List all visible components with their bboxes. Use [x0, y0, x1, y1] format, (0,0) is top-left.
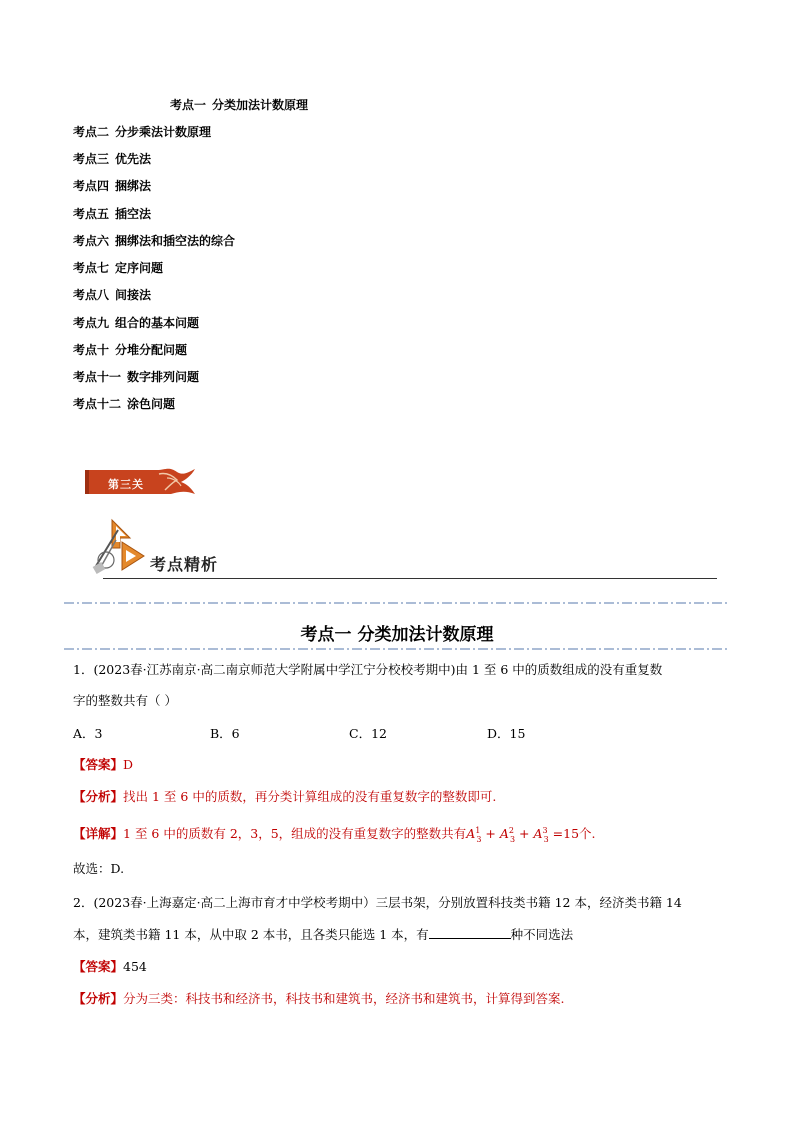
- formula: $A^1_3 + A^2_3 + A^3_3 =15$个.: [466, 826, 596, 844]
- q1-detail: [73, 822, 596, 849]
- answer-blank: [429, 926, 511, 939]
- toc-item-5: [73, 206, 151, 222]
- q1-answer: [73, 756, 133, 774]
- detail-text: 1 至 6 中的质数有 2，3，5，组成的没有重复数字的整数共有: [123, 826, 467, 842]
- q1-stem-line1: 1．(2023春·江苏南京·高二南京师范大学附属中学江宁分校校考期中)由 1 至 6 中的质数组成的没有重复数: [73, 662, 663, 677]
- toc-num: 考点一: [170, 98, 207, 112]
- toc-item-10: [73, 342, 187, 358]
- toc-num: 考点十: [73, 343, 110, 357]
- dashdot-divider-bottom: [64, 648, 730, 650]
- toc-title: 间接法: [115, 288, 152, 302]
- formula-sub-3: 3: [543, 834, 549, 844]
- q2-answer: [73, 958, 147, 976]
- q1-option-c: C．12: [349, 726, 387, 741]
- toc-item-12: [73, 396, 175, 412]
- toc-num: 考点九: [73, 316, 110, 330]
- toc-item-11: [73, 369, 199, 385]
- q1-analysis: [73, 788, 496, 806]
- answer-tag: 【答案】: [73, 959, 124, 974]
- formula-result: =15个.: [552, 826, 596, 842]
- detail-tag: 【详解】: [73, 826, 124, 842]
- q2-stem-line1: 2．(2023春·上海嘉定·高二上海市育才中学校考期中）三层书架，分别放置科技类书籍 12 本，经济类书籍 14: [73, 895, 682, 910]
- knowledge-point-title: 考点一 分类加法计数原理: [300, 625, 494, 645]
- q2-stem-post: 种不同选法: [510, 927, 574, 942]
- toc-title: 定序问题: [115, 261, 164, 275]
- formula-sup-3: 3: [542, 826, 548, 835]
- formula-sub-1: 3: [476, 834, 482, 844]
- toc-title: 数字排列问题: [127, 370, 200, 384]
- toc-title: 插空法: [115, 207, 152, 221]
- q2-stem-line2: [73, 926, 573, 944]
- toc-title: 涂色问题: [127, 397, 176, 411]
- analysis-tag: 【分析】: [73, 991, 124, 1006]
- formula-sup-1: 1: [475, 826, 481, 835]
- dashdot-divider-top: [64, 602, 730, 604]
- toc-title: 分堆分配问题: [115, 343, 188, 357]
- toc-title: 优先法: [115, 152, 152, 166]
- q2-stem-pre: 本，建筑类书籍 11 本，从中取 2 本书，且各类只能选 1 本，有: [73, 927, 429, 942]
- toc-title: 分步乘法计数原理: [115, 125, 212, 139]
- toc-item-7: [73, 260, 163, 276]
- formula-sup-2: 2: [508, 826, 514, 835]
- toc-item-2: [73, 124, 211, 140]
- toc-num: 考点八: [73, 288, 110, 302]
- answer-tag: 【答案】: [73, 757, 124, 772]
- toc-title: 捆绑法和插空法的综合: [115, 234, 236, 248]
- toc-title: 捆绑法: [115, 179, 152, 193]
- toc-item-3: [73, 151, 151, 167]
- ruler-compass-icon: [92, 516, 150, 576]
- toc-num: 考点七: [73, 261, 110, 275]
- banner-label: 第三关: [108, 478, 144, 491]
- toc-num: 考点三: [73, 152, 110, 166]
- toc-item-6: [73, 233, 235, 249]
- formula-sub-2: 3: [509, 834, 516, 844]
- toc-title: 分类加法计数原理: [212, 98, 309, 112]
- toc-title: 组合的基本问题: [115, 316, 200, 330]
- q1-stem-line2: 字的整数共有（ ）: [73, 693, 177, 708]
- toc-num: 考点四: [73, 179, 110, 193]
- toc-num: 考点十二: [73, 397, 122, 411]
- toc-num: 考点十一: [73, 370, 122, 384]
- toc-num: 考点六: [73, 234, 110, 248]
- analysis-text: 找出 1 至 6 中的质数，再分类计算组成的没有重复数字的整数即可.: [123, 789, 497, 804]
- section-title: 考点精析: [150, 555, 219, 574]
- q2-analysis: [73, 990, 565, 1008]
- analysis-tag: 【分析】: [73, 789, 124, 804]
- toc-num: 考点二: [73, 125, 110, 139]
- q1-option-a: A．3: [73, 726, 103, 741]
- toc-num: 考点五: [73, 207, 110, 221]
- q1-option-b: B．6: [210, 726, 240, 741]
- answer-value: 454: [123, 959, 147, 974]
- toc-item-4: [73, 178, 151, 194]
- q1-option-d: D．15: [487, 726, 526, 741]
- answer-value: D: [123, 757, 134, 772]
- toc-item-1: [170, 97, 308, 113]
- toc-item-9: [73, 315, 199, 331]
- q1-conclusion: 故选：D.: [73, 861, 125, 876]
- toc-item-8: [73, 287, 151, 303]
- section-divider: [103, 578, 717, 579]
- analysis-text: 分为三类：科技书和经济书，科技书和建筑书，经济书和建筑书，计算得到答案.: [123, 991, 565, 1006]
